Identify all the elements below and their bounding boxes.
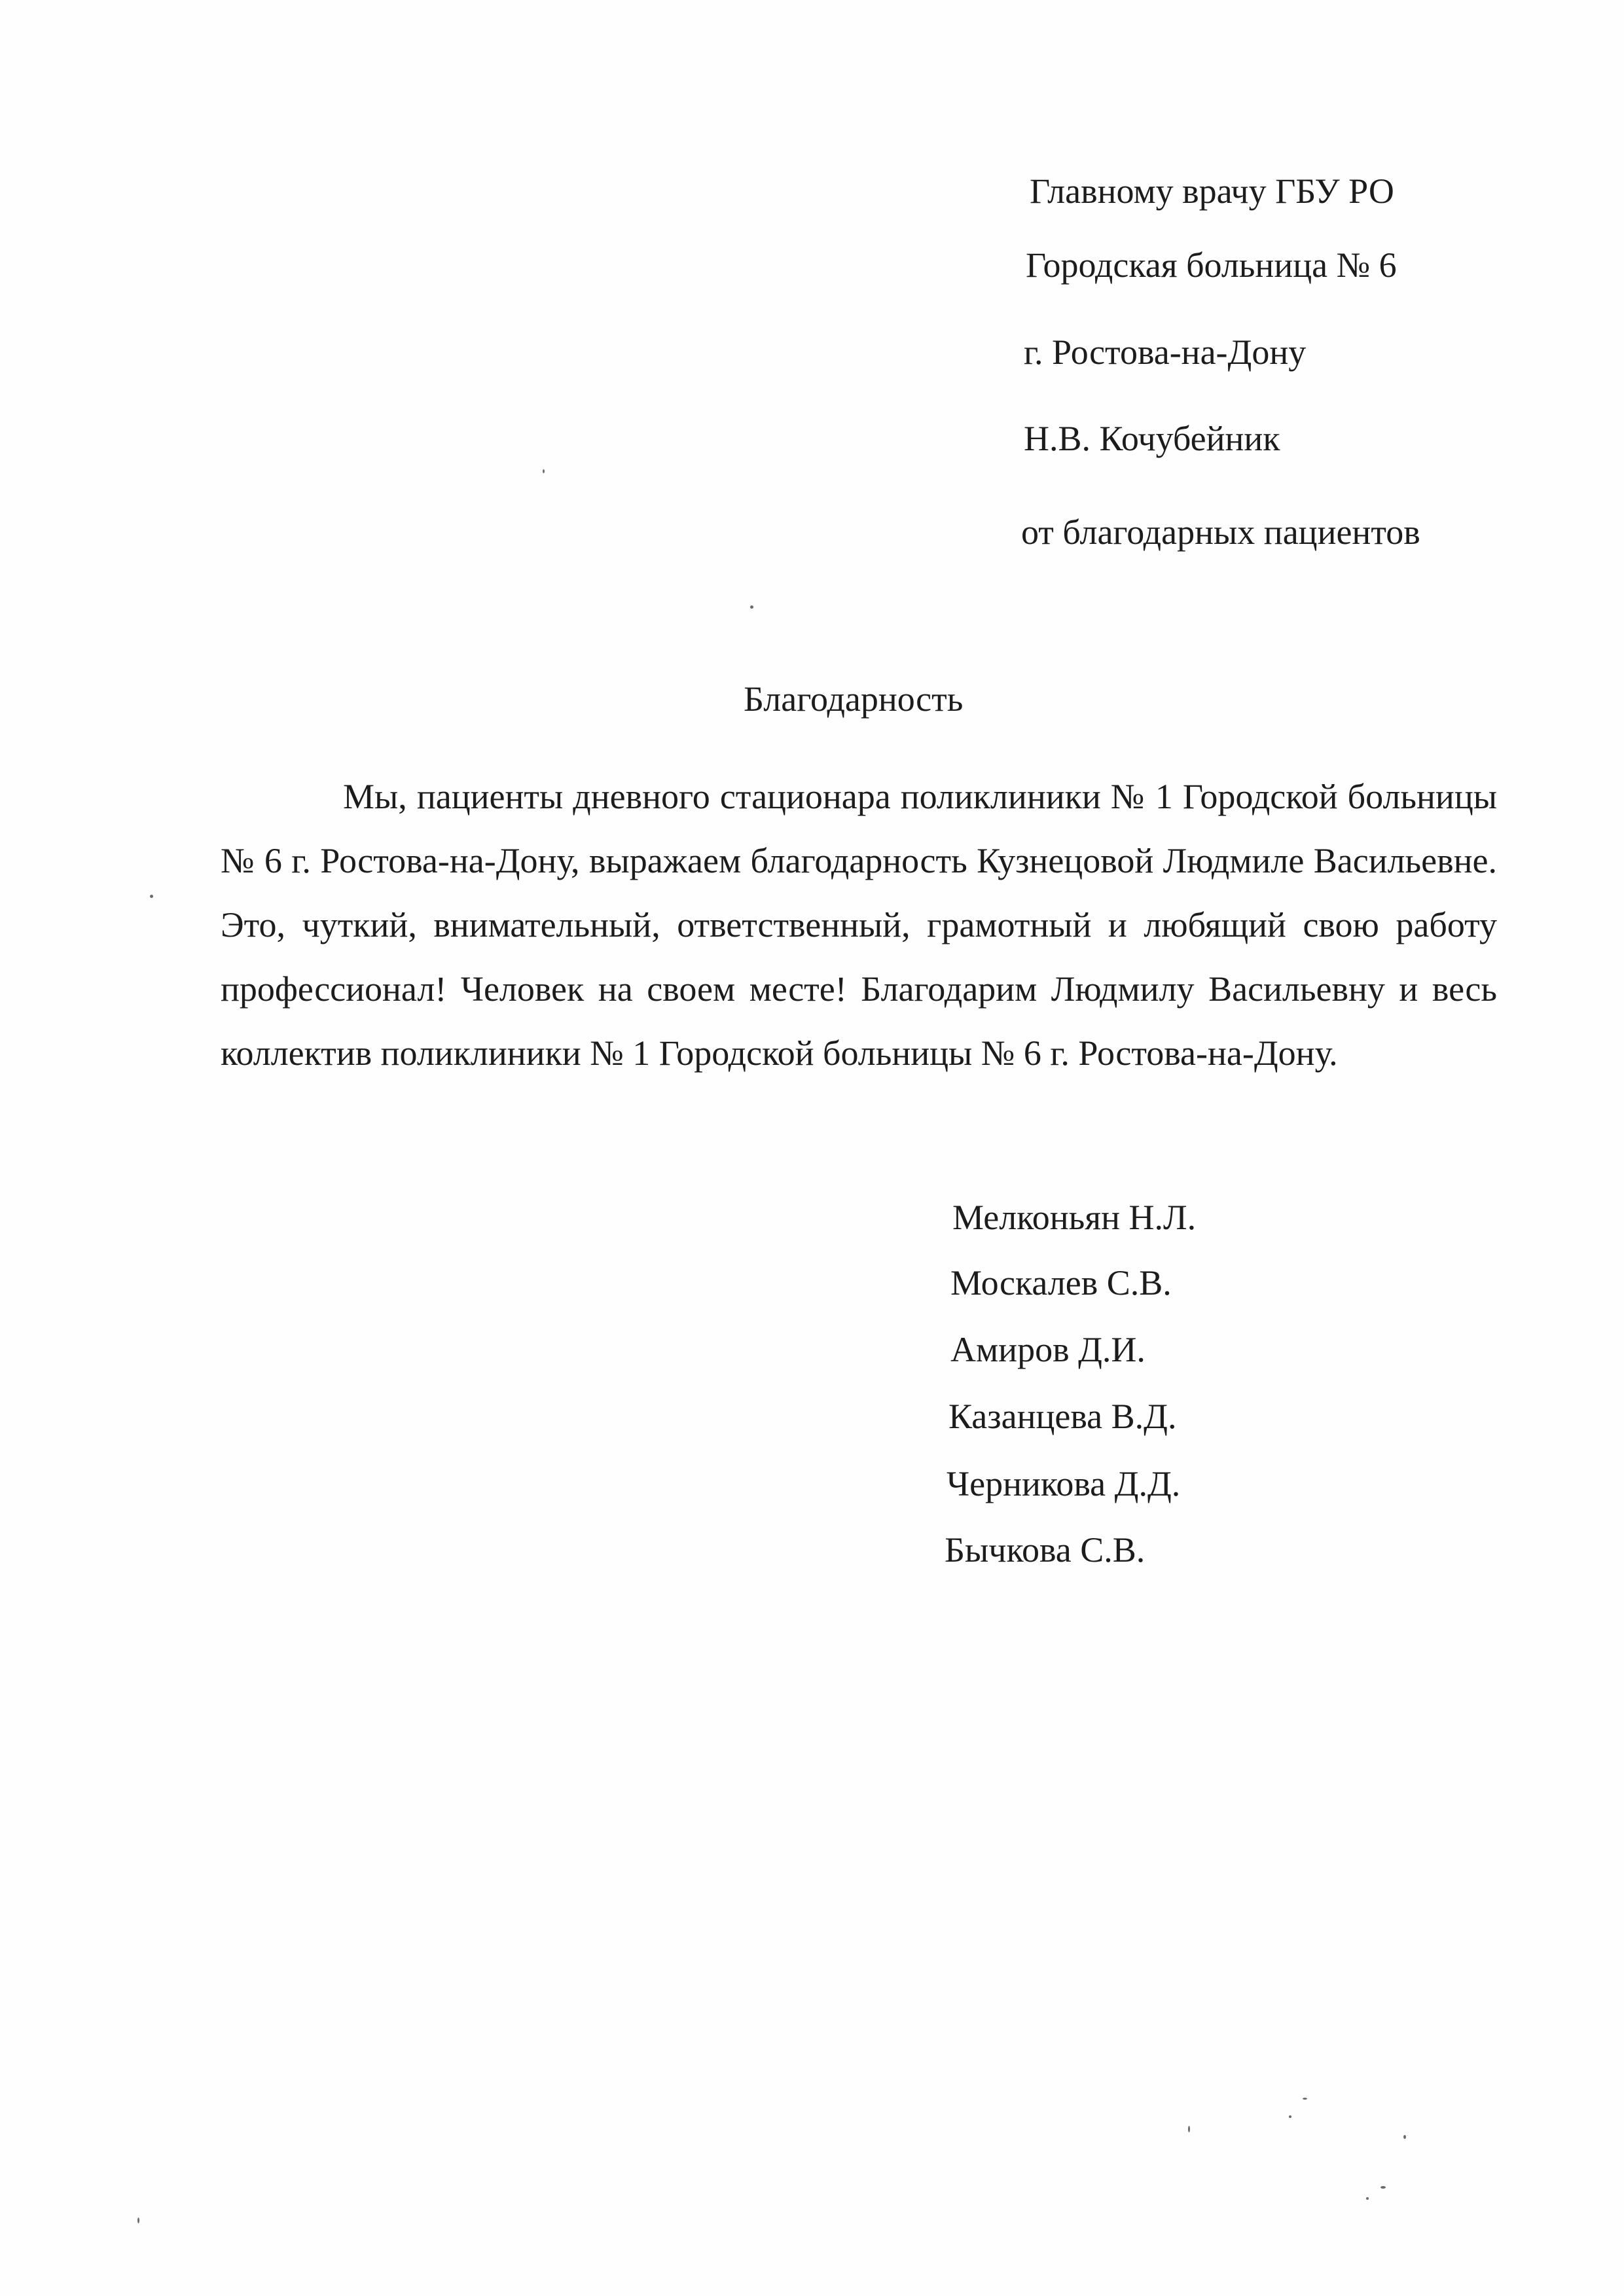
addressee-name: Н.В. Кочубейник: [1024, 419, 1280, 458]
scan-speck: [137, 2217, 139, 2223]
scan-speck: [750, 605, 753, 609]
signature-line-3: Амиров Д.И.: [950, 1330, 1146, 1369]
addressee-sender: от благодарных пациентов: [1021, 512, 1420, 552]
signature-line-6: Бычкова С.В.: [945, 1530, 1146, 1570]
signature-line-2: Москалев С.В.: [950, 1263, 1172, 1302]
letter-body: Мы, пациенты дневного стационара поликлиники № 1 Городской больницы № 6 г. Ростова-на-Дону, выражаем благодарность Кузнецовой Людмиле Васильевне. Это, чуткий, внимательный, ответственный, грамотный и любящий свою работу профессионал! Человек на своем месте! Благодарим Людмилу Васильевну и весь коллектив поликлиники № 1 Городской больницы № 6 г. Ростова-на-Дону.: [221, 777, 1497, 1073]
signature-line-1: Мелконьян Н.Л.: [952, 1198, 1197, 1237]
scan-speck: [150, 895, 153, 898]
signature-line-5: Черникова Д.Д.: [947, 1464, 1181, 1503]
addressee-recipient-title: Главному врачу ГБУ РО: [1030, 171, 1394, 211]
addressee-city: г. Ростова-на-Дону: [1024, 332, 1307, 372]
scan-speck: [1188, 2126, 1190, 2132]
scan-speck: [543, 469, 545, 473]
scan-speck: [1380, 2186, 1386, 2189]
addressee-organization: Городская больница № 6: [1026, 245, 1397, 285]
signature-line-4: Казанцева В.Д.: [948, 1397, 1177, 1436]
scan-speck: [1403, 2135, 1406, 2139]
scan-speck: [1303, 2098, 1307, 2100]
scan-speck: [1366, 2197, 1369, 2200]
scan-speck: [1289, 2115, 1291, 2118]
letter-title: Благодарность: [744, 679, 964, 719]
